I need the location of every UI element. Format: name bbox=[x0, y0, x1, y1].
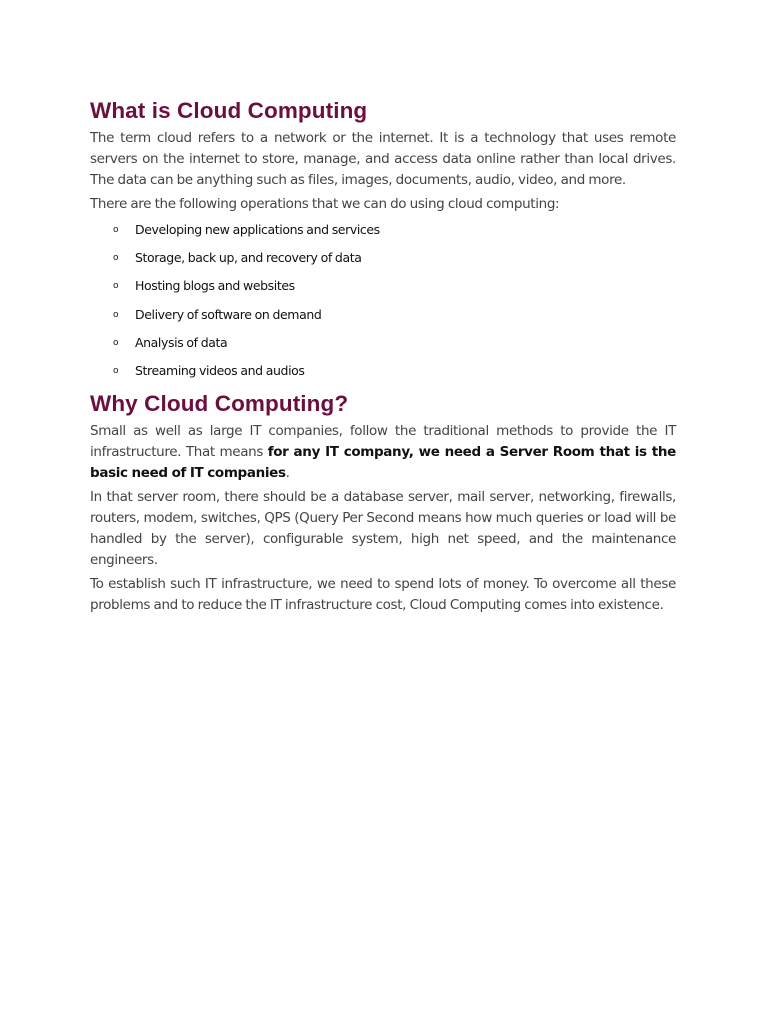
operations-list bbox=[90, 220, 676, 389]
list-item bbox=[90, 305, 676, 333]
section-title-what-is-cloud-computing: What is Cloud Computing bbox=[90, 98, 368, 123]
infrastructure-cost-paragraph: To establish such IT infrastructure, we need to spend lots of money. To overcome all these problems and to reduce the IT infrastructure cost, Cloud Computing comes into existence. bbox=[90, 576, 676, 614]
server-room-paragraph bbox=[90, 421, 676, 484]
bullet-circle-icon: o bbox=[113, 253, 119, 264]
bullet-circle-icon: o bbox=[113, 281, 119, 292]
list-item bbox=[90, 248, 676, 276]
list-item bbox=[90, 361, 676, 389]
list-item-text: Analysis of data bbox=[135, 334, 228, 350]
server-room-period: . bbox=[285, 465, 290, 482]
section-title-why-cloud-computing: Why Cloud Computing? bbox=[90, 391, 349, 417]
bullet-circle-icon: o bbox=[113, 337, 119, 348]
bullet-circle-icon: o bbox=[113, 365, 119, 376]
bullet-circle-icon: o bbox=[113, 309, 119, 320]
list-item-text: Hosting blogs and websites bbox=[135, 278, 295, 294]
list-item-text: Delivery of software on demand bbox=[135, 306, 322, 322]
list-item-text: Developing new applications and services bbox=[135, 222, 380, 237]
server-room-emphasis: for any IT company, we need a Server Room that is the basic need of IT companies bbox=[90, 444, 676, 482]
list-item bbox=[90, 276, 676, 304]
intro-paragraph: The term cloud refers to a network or the internet. It is a technology that uses remote servers on the internet to store, manage, and access data online rather than local drives. The data can be anything such as files, images, documents, audio, video, and more. bbox=[90, 130, 676, 188]
list-item-text: Storage, back up, and recovery of data bbox=[135, 250, 362, 266]
server-room-text: Small as well as large IT companies, follow the traditional methods to provide the IT infrastructure. That means bbox=[90, 423, 676, 461]
operations-intro-paragraph: There are the following operations that we can do using cloud computing: bbox=[90, 196, 560, 212]
server-room-contents-paragraph: In that server room, there should be a database server, mail server, networking, firewalls, routers, modem, switches, QPS (Query Per Second means how much queries or load will be handled by the server), configurable system, high net speed, and the maintenance engineers. bbox=[90, 489, 676, 569]
bullet-circle-icon: o bbox=[113, 225, 119, 235]
list-item bbox=[90, 220, 676, 248]
document-page bbox=[90, 96, 676, 619]
list-item-text: Streaming videos and audios bbox=[135, 362, 305, 378]
list-item bbox=[90, 333, 676, 361]
